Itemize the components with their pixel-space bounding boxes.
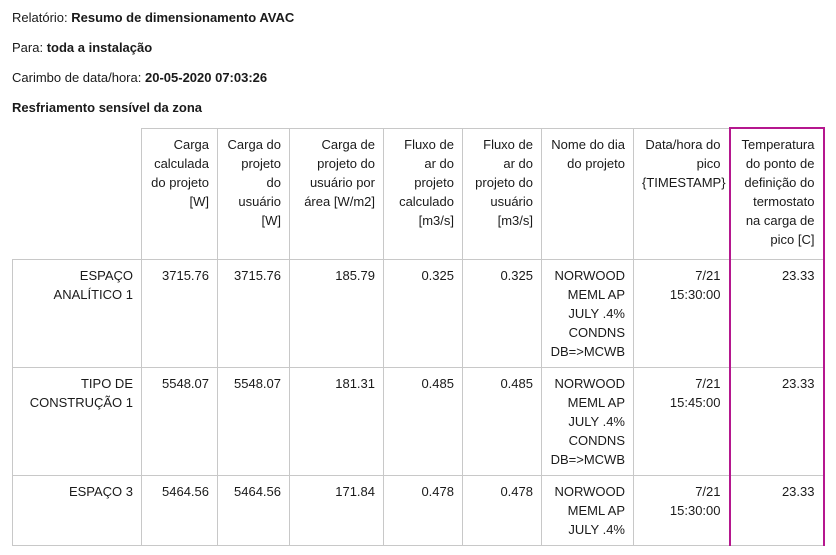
cell-thermostat-setpoint: 23.33 (730, 476, 824, 546)
column-header-peak-datetime: Data/hora do pico {TIMESTAMP} (634, 128, 730, 260)
column-header-design-day-name: Nome do dia do projeto (542, 128, 634, 260)
report-scope-label: Para: (12, 40, 44, 55)
cell-user-airflow: 0.325 (463, 260, 542, 368)
report-scope-line (12, 40, 824, 56)
row-name: ESPAÇO 3 (13, 476, 142, 546)
report-scope-value: toda a instalação (46, 40, 153, 55)
report-timestamp-line (12, 70, 824, 86)
cell-thermostat-setpoint: 23.33 (730, 368, 824, 476)
cell-user-design-load: 5548.07 (218, 368, 290, 476)
report-name-line (12, 10, 824, 26)
cell-user-design-load-per-area: 185.79 (290, 260, 384, 368)
cell-user-design-load-per-area: 181.31 (290, 368, 384, 476)
report-name-label: Relatório: (12, 10, 68, 25)
column-header-calculated-design-load: Carga calculada do projeto [W] (142, 128, 218, 260)
cell-calculated-airflow: 0.485 (384, 368, 463, 476)
cell-calculated-airflow: 0.478 (384, 476, 463, 546)
cell-user-airflow: 0.478 (463, 476, 542, 546)
cell-peak-datetime: 7/21 15:45:00 (634, 368, 730, 476)
cell-design-day-name: NORWOOD MEML AP JULY .4% CONDNS DB=>MCWB (542, 368, 634, 476)
cell-calculated-design-load: 5464.56 (142, 476, 218, 546)
cell-user-design-load-per-area: 171.84 (290, 476, 384, 546)
section-title: Resfriamento sensível da zona (12, 100, 203, 115)
zone-sensible-cooling-table (12, 127, 825, 546)
row-name: TIPO DE CONSTRUÇÃO 1 (13, 368, 142, 476)
row-name: ESPAÇO ANALÍTICO 1 (13, 260, 142, 368)
cell-calculated-design-load: 5548.07 (142, 368, 218, 476)
cell-calculated-airflow: 0.325 (384, 260, 463, 368)
report-timestamp-label: Carimbo de data/hora: (12, 70, 142, 85)
table-row (13, 260, 824, 368)
cell-peak-datetime: 7/21 15:30:00 (634, 260, 730, 368)
table-row (13, 368, 824, 476)
table-row (13, 476, 824, 546)
table-header-row (13, 128, 824, 260)
cell-thermostat-setpoint: 23.33 (730, 260, 824, 368)
column-header-blank (13, 128, 142, 260)
column-header-user-airflow: Fluxo de ar do projeto do usuário [m3/s] (463, 128, 542, 260)
cell-user-design-load: 3715.76 (218, 260, 290, 368)
report-name-value: Resumo de dimensionamento AVAC (71, 10, 295, 25)
cell-calculated-design-load: 3715.76 (142, 260, 218, 368)
column-header-calculated-airflow: Fluxo de ar do projeto calculado [m3/s] (384, 128, 463, 260)
cell-design-day-name: NORWOOD MEML AP JULY .4% CONDNS DB=>MCWB (542, 260, 634, 368)
cell-design-day-name: NORWOOD MEML AP JULY .4% (542, 476, 634, 546)
column-header-thermostat-setpoint: Temperatura do ponto de definição do termostato na carga de pico [C] (730, 128, 824, 260)
cell-user-design-load: 5464.56 (218, 476, 290, 546)
cell-peak-datetime: 7/21 15:30:00 (634, 476, 730, 546)
column-header-user-design-load-per-area: Carga de projeto do usuário por área [W/m2] (290, 128, 384, 260)
column-header-user-design-load: Carga do projeto do usuário [W] (218, 128, 290, 260)
cell-user-airflow: 0.485 (463, 368, 542, 476)
report-timestamp-value: 20-05-2020 07:03:26 (144, 70, 268, 85)
